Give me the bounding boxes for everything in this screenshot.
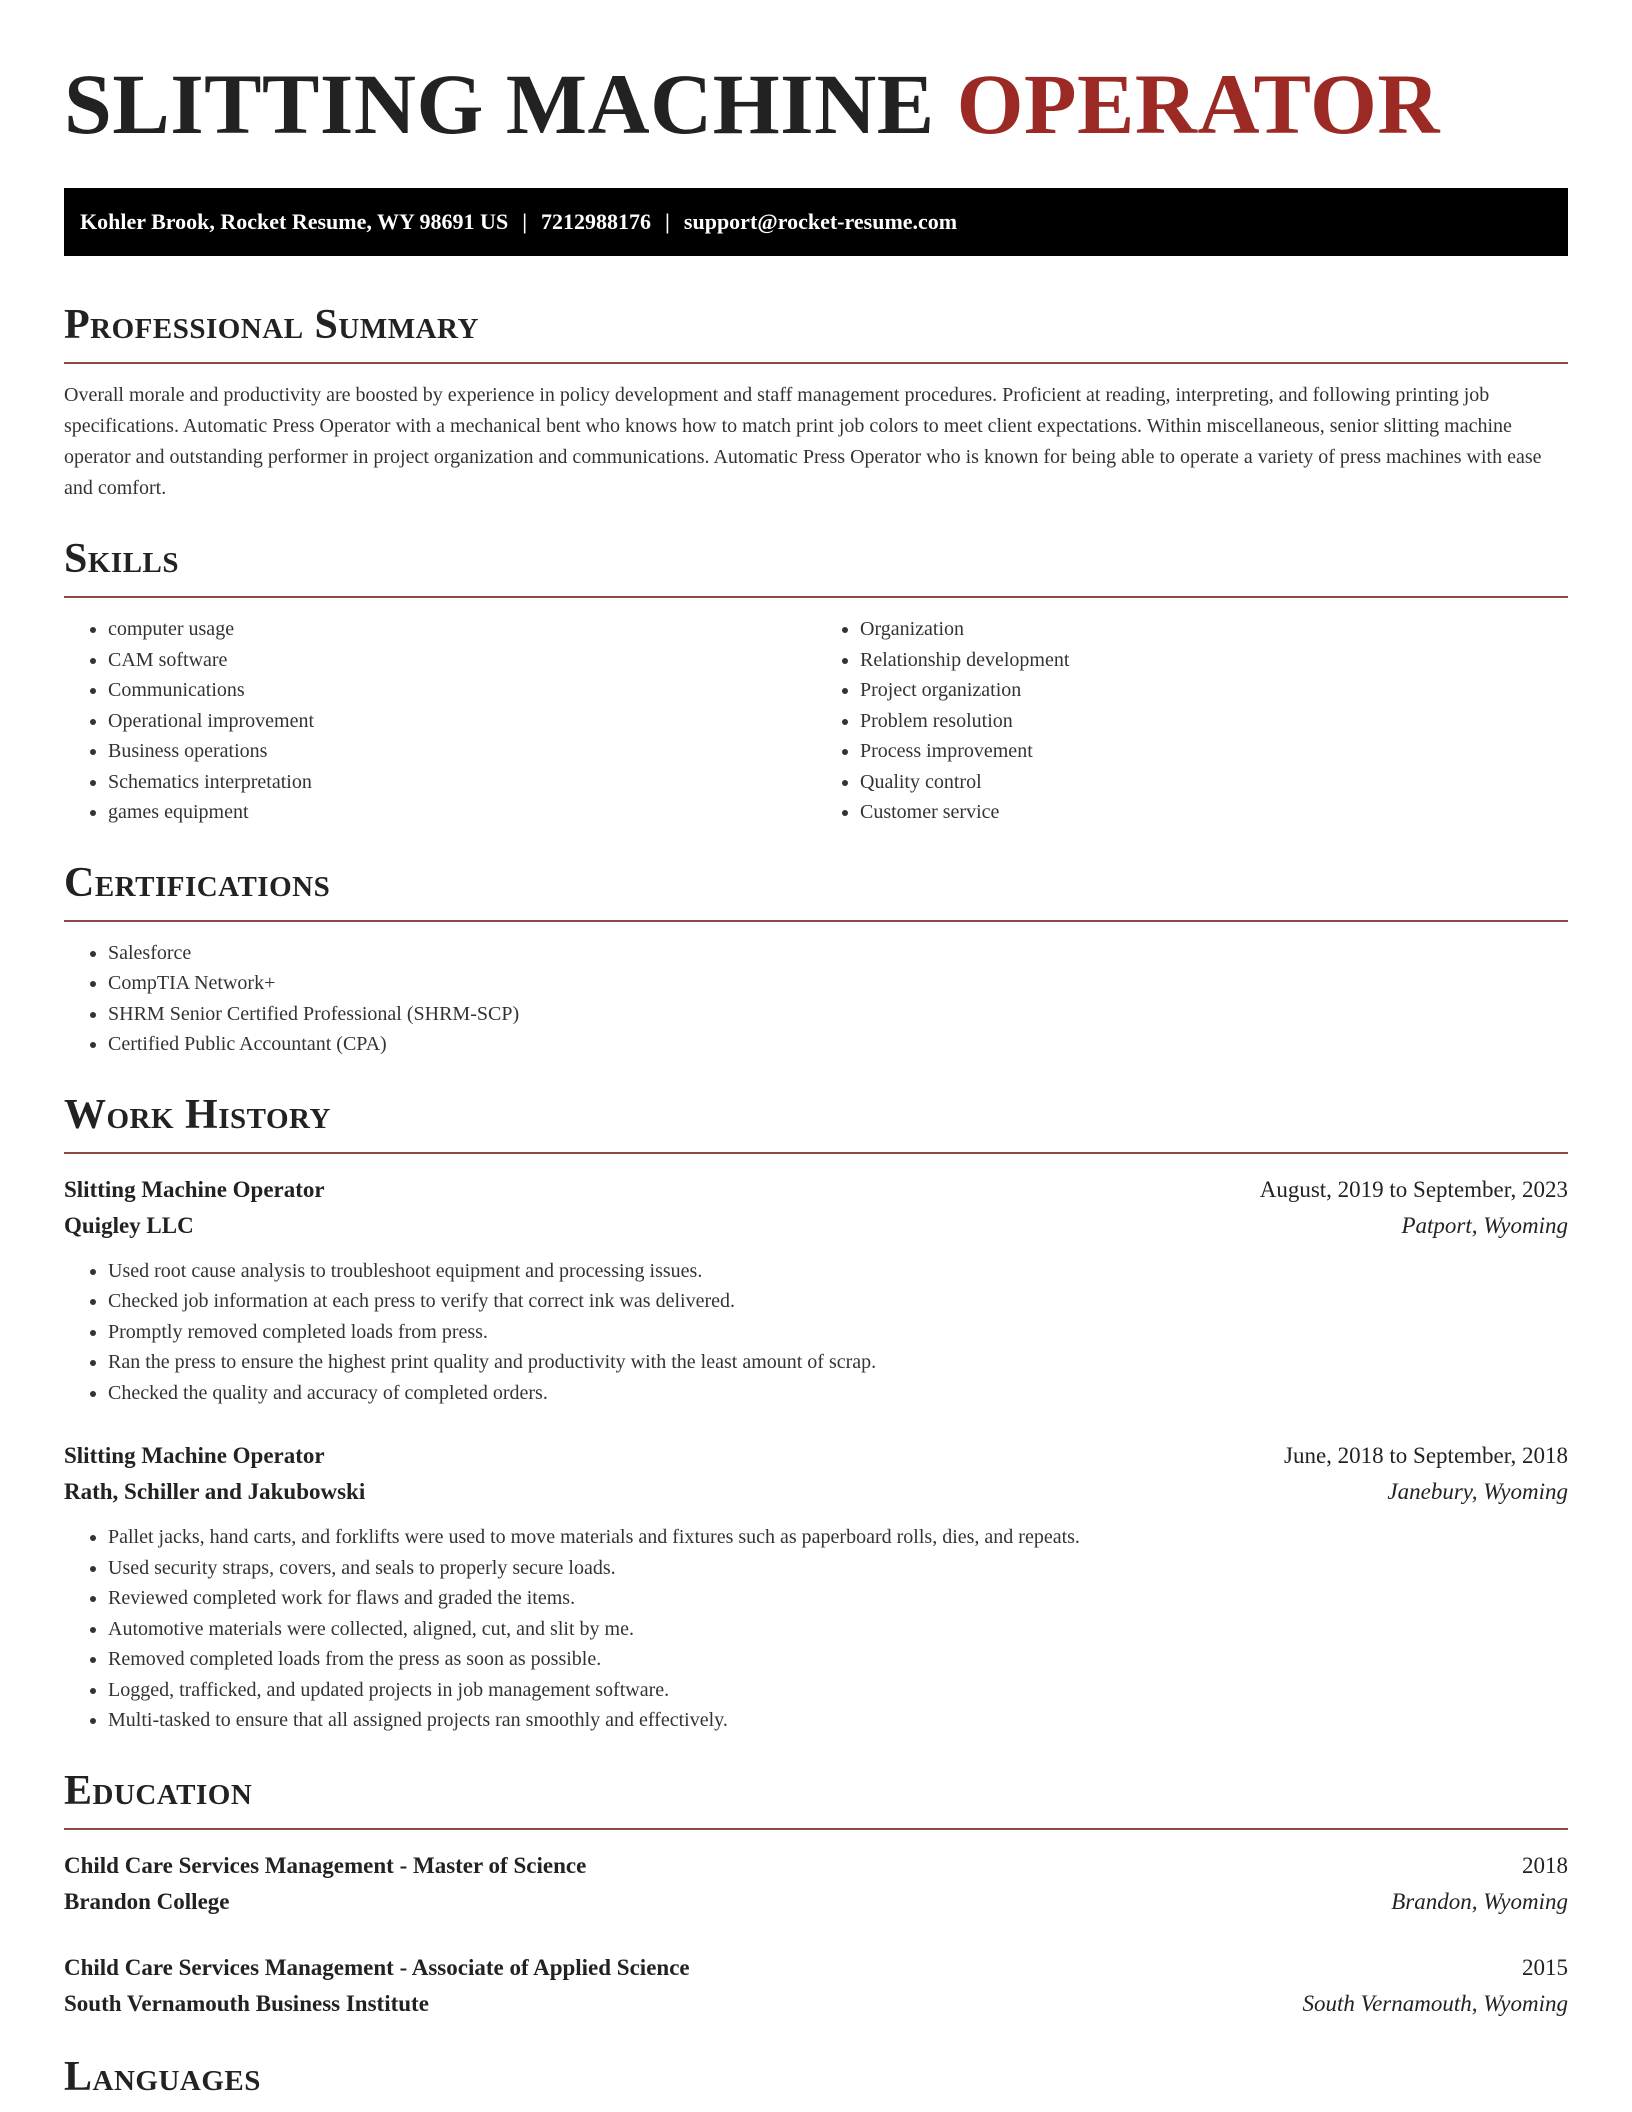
- section-divider: [64, 1152, 1568, 1154]
- job-location: Patport, Wyoming: [1401, 1212, 1568, 1238]
- education-degree-row: [64, 1848, 1568, 1884]
- job-bullet: • Reviewed completed work for flaws and graded the items.: [108, 1583, 1568, 1614]
- job-bullet: • Used root cause analysis to troubleshoot equipment and processing issues.: [108, 1256, 1568, 1287]
- skill-item: • computer usage: [108, 614, 816, 645]
- skill-item: • CAM software: [108, 645, 816, 676]
- education-location: South Vernamouth, Wyoming: [1302, 1990, 1568, 2016]
- certification-item: • Salesforce: [108, 938, 1568, 969]
- summary-section: [64, 300, 1568, 504]
- job-entry: [64, 1172, 1568, 1409]
- skill-item: • Operational improvement: [108, 706, 816, 737]
- summary-title: Professional Summary: [64, 302, 479, 348]
- education-school: Brandon College: [64, 1888, 230, 1914]
- skill-item: • games equipment: [108, 797, 816, 828]
- education-degree: Child Care Services Management - Master of Science: [64, 1852, 587, 1878]
- job-company-row: [64, 1474, 1568, 1510]
- job-bullet: • Logged, trafficked, and updated projects in job management software.: [108, 1675, 1568, 1706]
- skill-item: • Quality control: [860, 767, 1568, 798]
- skills-section: [64, 534, 1568, 828]
- job-dates: August, 2019 to September, 2023: [1259, 1176, 1568, 1202]
- skill-item: • Customer service: [860, 797, 1568, 828]
- education-entry: [64, 1848, 1568, 1920]
- work-history-title: Work History: [64, 1091, 331, 1138]
- job-company-row: [64, 1208, 1568, 1244]
- languages-section: [64, 2052, 1568, 2102]
- languages-title: Languages: [64, 2053, 261, 2100]
- certification-item: • SHRM Senior Certified Professional (SHRM-SCP): [108, 999, 1568, 1030]
- skills-list-left: [64, 614, 816, 828]
- job-bullet: • Checked the quality and accuracy of completed orders.: [108, 1378, 1568, 1409]
- contact-email: support@rocket-resume.com: [683, 209, 958, 234]
- job-bullet: • Removed completed loads from the press as soon as possible.: [108, 1644, 1568, 1675]
- education-year: 2018: [1522, 1852, 1568, 1878]
- job-company: Rath, Schiller and Jakubowski: [64, 1479, 366, 1504]
- job-role: Slitting Machine Operator: [64, 1443, 325, 1468]
- job-header-row: [64, 1438, 1568, 1474]
- skill-item: • Organization: [860, 614, 1568, 645]
- skill-item: • Problem resolution: [860, 706, 1568, 737]
- education-location: Brandon, Wyoming: [1391, 1888, 1568, 1914]
- education-degree-row: [64, 1950, 1568, 1986]
- job-bullet: • Pallet jacks, hand carts, and forklifts were used to move materials and fixtures such as paperboard rolls, dies, and repeats.: [108, 1522, 1568, 1553]
- section-divider: [64, 362, 1568, 364]
- education-school: South Vernamouth Business Institute: [64, 1990, 429, 2016]
- job-role: Slitting Machine Operator: [64, 1176, 325, 1202]
- skill-item: • Schematics interpretation: [108, 767, 816, 798]
- skills-title: Skills: [64, 536, 180, 582]
- skills-list-right: [816, 614, 1568, 828]
- job-bullet: • Checked job information at each press to verify that correct ink was delivered.: [108, 1286, 1568, 1317]
- certifications-section: [64, 858, 1568, 1060]
- job-dates: June, 2018 to September, 2018: [1284, 1443, 1568, 1468]
- certifications-list: [64, 938, 1568, 1060]
- summary-text: Overall morale and productivity are boosted by experience in policy development and staff management procedures. Proficient at reading, interpreting, and following printing job specifications. Automatic Press Operator with a mechanical bent who knows how to match print job colors to meet client expectations. Within miscellaneous, senior slitting machine operator and outstanding performer in project organization and communications. Automatic Press Operator who is known for being able to operate a variety of press machines with ease and comfort.: [64, 384, 1542, 499]
- contact-phone: 7212988176: [541, 209, 652, 234]
- contact-bar: [64, 188, 1568, 256]
- job-bullet: • Used security straps, covers, and seals to properly secure loads.: [108, 1553, 1568, 1584]
- certifications-title: Certifications: [64, 859, 331, 906]
- skills-columns: [64, 598, 1568, 828]
- job-bullet: • Promptly removed completed loads from press.: [108, 1317, 1568, 1348]
- name-part-primary: SLITTING MACHINE: [64, 56, 935, 152]
- education-title: Education: [64, 1767, 253, 1814]
- name-part-accent: OPERATOR: [956, 56, 1440, 152]
- contact-separator: |: [665, 209, 670, 234]
- education-entry: [64, 1950, 1568, 2022]
- job-entry: [64, 1438, 1568, 1736]
- contact-separator: |: [522, 209, 528, 234]
- skill-item: • Process improvement: [860, 736, 1568, 767]
- certification-item: • Certified Public Accountant (CPA): [108, 1029, 1568, 1060]
- skill-item: • Relationship development: [860, 645, 1568, 676]
- job-bullets: [64, 1256, 1568, 1409]
- job-header-row: [64, 1172, 1568, 1208]
- work-history-section: [64, 1090, 1568, 1736]
- job-bullet: • Automotive materials were collected, aligned, cut, and slit by me.: [108, 1614, 1568, 1645]
- skill-item: • Business operations: [108, 736, 816, 767]
- skills-column-left: [64, 598, 816, 828]
- education-year: 2015: [1522, 1954, 1568, 1980]
- section-divider: [64, 1828, 1568, 1830]
- education-school-row: [64, 1986, 1568, 2022]
- skills-column-right: [816, 598, 1568, 828]
- education-section: [64, 1766, 1568, 2022]
- education-degree: Child Care Services Management - Associate of Applied Science: [64, 1954, 690, 1980]
- skill-item: • Communications: [108, 675, 816, 706]
- section-divider: [64, 920, 1568, 922]
- job-bullet: • Ran the press to ensure the highest print quality and productivity with the least amount of scrap.: [108, 1347, 1568, 1378]
- resume-name-heading: [64, 56, 1568, 152]
- job-company: Quigley LLC: [64, 1212, 194, 1238]
- job-location: Janebury, Wyoming: [1387, 1479, 1568, 1504]
- certification-item: • CompTIA Network+: [108, 968, 1568, 999]
- contact-address: Kohler Brook, Rocket Resume, WY 98691 US: [80, 209, 509, 234]
- education-school-row: [64, 1884, 1568, 1920]
- job-bullets: [64, 1522, 1568, 1736]
- job-bullet: • Multi-tasked to ensure that all assigned projects ran smoothly and effectively.: [108, 1705, 1568, 1736]
- skill-item: • Project organization: [860, 675, 1568, 706]
